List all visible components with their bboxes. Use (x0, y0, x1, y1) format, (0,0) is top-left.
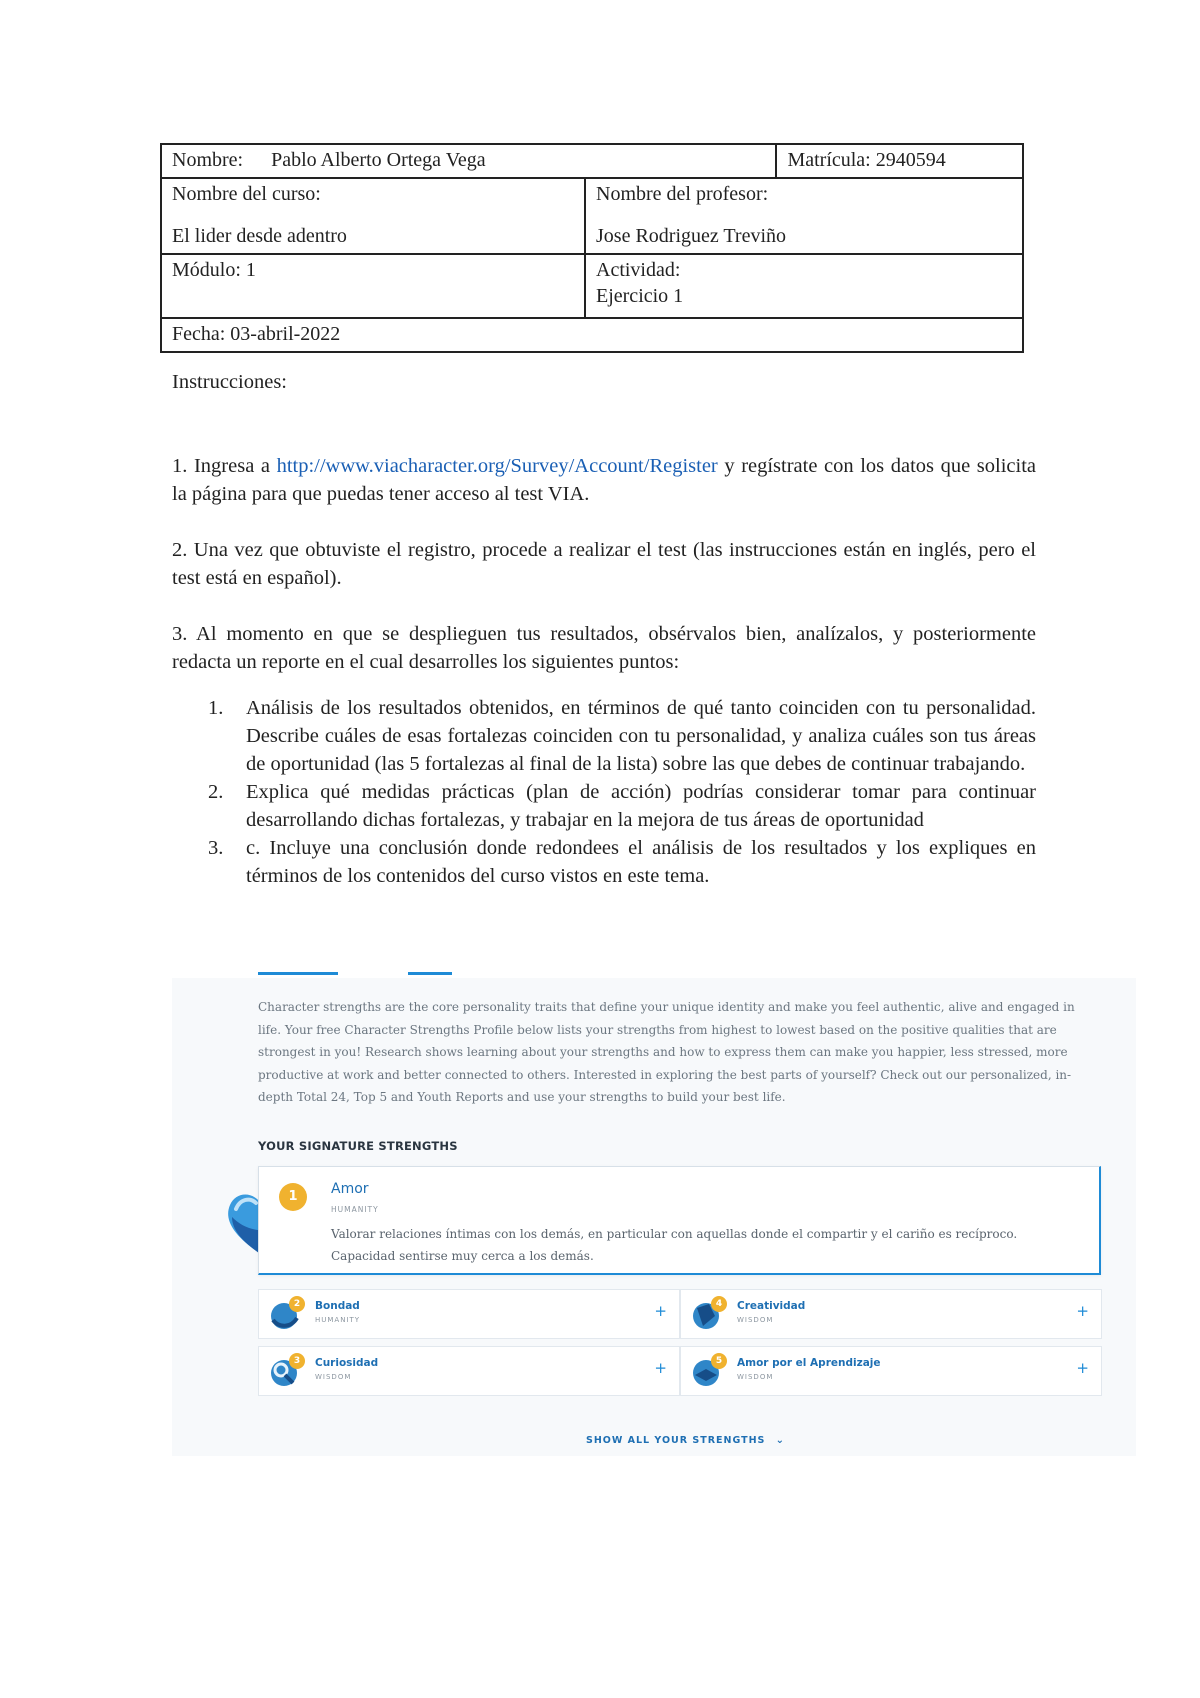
rank-badge: 4 (711, 1296, 727, 1312)
step-1-text: 1. Ingresa a (172, 455, 277, 477)
step-2: 2. Una vez que obtuviste el registro, procede a realizar el test (las instrucciones están en inglés, pero el test está en español). (172, 539, 1036, 589)
top-strength-card[interactable] (258, 1166, 1101, 1275)
step-1 (172, 452, 1036, 508)
nombre-value: Pablo Alberto Ortega Vega (271, 149, 486, 171)
strength-category: WISDOM (737, 1373, 774, 1381)
rank-badge: 1 (279, 1183, 307, 1211)
tab-underline (408, 972, 452, 975)
list-item (172, 694, 1036, 778)
modulo-cell (161, 254, 585, 318)
via-intro-text: Character strengths are the core personality traits that define your unique identity and make you feel authentic, alive and engaged in life. Your free Character Strengths Profile below lists your strengths from highest to lowest based on the positive qualities that are strongest in you! Research shows learning about your strengths and how to express them can make you happier, less stressed, more productive at work and better connected to others. Interested in exploring the best parts of yourself? Check out our personalized, in-depth Total 24, Top 5 and Youth Reports and use your strengths to build your best life. (258, 1000, 1075, 1104)
tab-underline (258, 972, 338, 975)
step-1-text-after: y regístrate con los datos que solicita la página para que puedas tener acceso al test VIA. (172, 455, 1036, 505)
strength-card-amor-aprendizaje[interactable] (680, 1346, 1102, 1396)
actividad-value: Ejercicio 1 (596, 285, 684, 307)
strength-category: HUMANITY (315, 1316, 361, 1324)
expand-plus-icon[interactable]: + (1076, 1359, 1089, 1377)
point-number: 1. (208, 697, 224, 719)
curso-cell (161, 178, 585, 254)
expand-plus-icon[interactable]: + (654, 1359, 667, 1377)
list-item (172, 834, 1036, 890)
fecha-cell (161, 318, 1023, 352)
curso-label: Nombre del curso: (172, 183, 321, 205)
matricula: Matrícula: 2940594 (787, 149, 946, 171)
signature-strengths-heading: YOUR SIGNATURE STRENGTHS (258, 1139, 458, 1153)
via-register-link[interactable]: http://www.viacharacter.org/Survey/Account/Register (276, 455, 718, 477)
point-text: Análisis de los resultados obtenidos, en términos de qué tanto coinciden con tu personalidad. Describe cuáles de esas fortalezas coinciden con tu personalidad, y analiza cuáles son tus áreas de oportunidad (las 5 fortalezas al final de la lista) sobre las que debes de continuar trabajando. (246, 697, 1036, 775)
rank-badge: 2 (289, 1296, 305, 1312)
show-all-strengths-button[interactable] (586, 1435, 785, 1446)
fecha: Fecha: 03-abril-2022 (172, 323, 341, 345)
strength-name: Amor (331, 1181, 369, 1197)
nombre-cell (161, 144, 776, 178)
list-item (172, 778, 1036, 834)
strength-name: Bondad (315, 1300, 360, 1312)
expand-plus-icon[interactable]: + (654, 1302, 667, 1320)
strength-name: Curiosidad (315, 1357, 379, 1369)
strength-name: Amor por el Aprendizaje (737, 1357, 881, 1369)
nombre-label: Nombre: (172, 149, 244, 171)
instructions (172, 368, 1036, 890)
strength-card-curiosidad[interactable] (258, 1346, 680, 1396)
actividad-label: Actividad: (596, 259, 681, 281)
point-text: c. Incluye una conclusión donde redondees el análisis de los resultados y los expliques en términos de los contenidos del curso vistos en este tema. (246, 837, 1036, 887)
point-number: 2. (208, 781, 224, 803)
strength-card-creatividad[interactable] (680, 1289, 1102, 1339)
rank-badge: 3 (289, 1353, 305, 1369)
profesor-cell (585, 178, 1023, 254)
matricula-cell (776, 144, 1023, 178)
profesor-value: Jose Rodriguez Treviño (596, 225, 786, 247)
actividad-cell (585, 254, 1023, 318)
strength-category: HUMANITY (331, 1205, 379, 1214)
header-table (160, 143, 1024, 353)
chevron-down-icon: ⌄ (775, 1435, 786, 1446)
profesor-label: Nombre del profesor: (596, 183, 769, 205)
curso-value: El lider desde adentro (172, 225, 347, 247)
via-results-screenshot (172, 978, 1136, 1456)
points-list (172, 694, 1036, 890)
strength-category: WISDOM (315, 1373, 352, 1381)
strength-name: Creatividad (737, 1300, 806, 1312)
point-number: 3. (208, 837, 224, 859)
strength-category: WISDOM (737, 1316, 774, 1324)
step-3: 3. Al momento en que se desplieguen tus resultados, obsérvalos bien, analízalos, y posteriormente redacta un reporte en el cual desarrolles los siguientes puntos: (172, 623, 1036, 673)
point-text: Explica qué medidas prácticas (plan de acción) podrías considerar tomar para continuar desarrollando dichas fortalezas, y trabajar en la mejora de tus áreas de oportunidad (246, 781, 1036, 831)
show-all-label: SHOW ALL YOUR STRENGTHS (586, 1435, 766, 1446)
expand-plus-icon[interactable]: + (1076, 1302, 1089, 1320)
modulo: Módulo: 1 (172, 259, 256, 281)
strength-card-bondad[interactable] (258, 1289, 680, 1339)
rank-badge: 5 (711, 1353, 727, 1369)
strength-description: Valorar relaciones íntimas con los demás, en particular con aquellas donde el compartir y el cariño es recíproco. Capacidad sentirse muy cerca a los demás. (331, 1227, 1018, 1263)
instructions-heading: Instrucciones: (172, 371, 287, 393)
